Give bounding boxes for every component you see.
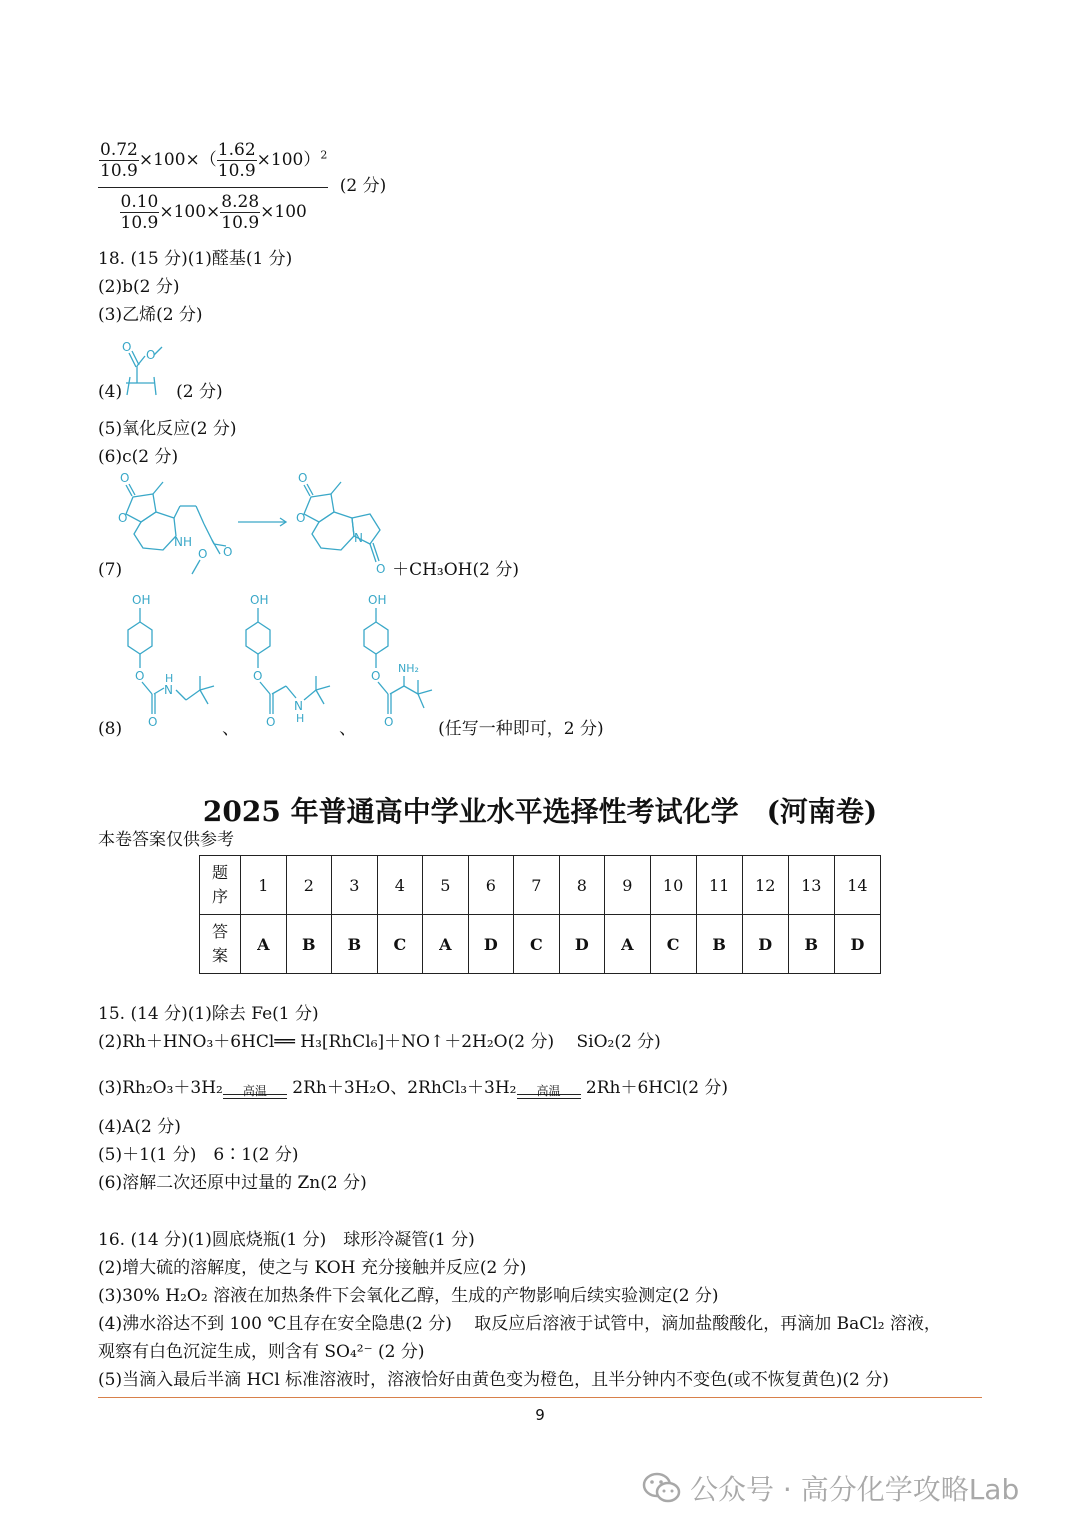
number-cell: 14 xyxy=(834,856,880,915)
header-cell: 答 案 xyxy=(200,915,241,974)
high-temp-condition: 高温 xyxy=(517,1096,581,1099)
high-temp-condition: 高温 xyxy=(223,1096,287,1099)
number-cell: 9 xyxy=(605,856,650,915)
number-cell: 3 xyxy=(332,856,378,915)
answer-cell: D xyxy=(742,915,788,974)
q18-line7: (7) ＋CH₃OH(2 分) xyxy=(98,560,519,580)
answer-cell: D xyxy=(834,915,880,974)
q15-line3: (3)Rh₂O₃＋3H₂ 高温 2Rh＋3H₂O、2RhCl₃＋3H₂ 高温 2Rh＋6HCl(2 分) xyxy=(98,1078,729,1098)
svg-text:H: H xyxy=(165,672,174,685)
svg-text:N: N xyxy=(294,699,303,713)
svg-text:O: O xyxy=(118,511,128,525)
number-cell: 4 xyxy=(377,856,422,915)
number-cell: 12 xyxy=(742,856,788,915)
svg-text:O: O xyxy=(223,545,233,559)
q18-line3: (3)乙烯(2 分) xyxy=(98,305,203,325)
svg-text:O: O xyxy=(384,715,394,729)
q16-line4: (4)沸水浴达不到 100 ℃且存在安全隐患(2 分) 取反应后溶液于试管中，滴加盐酸酸化，再滴加 BaCl₂ 溶液， xyxy=(98,1314,941,1334)
answer-cell: C xyxy=(514,915,559,974)
q15-line4: (4)A(2 分) xyxy=(98,1117,181,1137)
number-cell: 1 xyxy=(241,856,286,915)
table-row-numbers xyxy=(200,856,881,915)
table-row-answers xyxy=(200,915,881,974)
svg-text:NH: NH xyxy=(174,535,192,549)
isomer-3 xyxy=(364,593,432,729)
wechat-icon xyxy=(642,1472,682,1511)
q18-line8: (8) 、 、 (任写一种即可，2 分) xyxy=(98,719,604,739)
answer-cell: B xyxy=(696,915,742,974)
answer-cell: D xyxy=(559,915,605,974)
svg-text:O: O xyxy=(371,669,381,683)
isomer-2 xyxy=(246,593,330,729)
page-number: 9 xyxy=(535,1406,545,1424)
svg-text:O: O xyxy=(122,340,132,354)
q18-line4: (4) (2 分) xyxy=(98,382,223,402)
number-cell: 2 xyxy=(286,856,332,915)
q16-line2: (2)增大硫的溶解度，使之与 KOH 充分接触并反应(2 分) xyxy=(98,1258,527,1278)
footer-rule xyxy=(98,1397,982,1398)
reference-note: 本卷答案仅供参考 xyxy=(98,830,234,850)
isomer-1 xyxy=(128,593,214,729)
number-cell: 11 xyxy=(696,856,742,915)
q16-line5: (5)当滴入最后半滴 HCl 标准溶液时，溶液恰好由黄色变为橙色，且半分钟内不变色(或不恢复黄色)(2 分) xyxy=(98,1370,889,1390)
svg-text:O: O xyxy=(146,348,156,362)
q15-line2: (2)Rh＋HNO₃＋6HCl══ H₃[RhCl₆]＋NO↑＋2H₂O(2 分) SiO₂(2 分) xyxy=(98,1032,661,1052)
svg-text:O: O xyxy=(148,715,158,729)
number-cell: 10 xyxy=(650,856,696,915)
svg-text:O: O xyxy=(376,562,386,576)
q16-line3: (3)30% H₂O₂ 溶液在加热条件下会氧化乙醇，生成的产物影响后续实验测定(2 分) xyxy=(98,1286,719,1306)
answer-cell: C xyxy=(377,915,422,974)
exam-title: 2025 年普通高中学业水平选择性考试化学 (河南卷) xyxy=(202,795,878,828)
answer-cell: B xyxy=(332,915,378,974)
kp-score: (2 分) xyxy=(339,176,387,196)
svg-text:O: O xyxy=(298,471,308,485)
svg-text:H: H xyxy=(296,712,305,725)
kp-expression xyxy=(98,140,386,233)
number-cell: 7 xyxy=(514,856,559,915)
svg-text:O: O xyxy=(135,669,145,683)
header-cell: 题 序 xyxy=(200,856,241,915)
kp-big-fraction: $\frac{0.72}{10.9}$ ×100×（ $\frac{1.62}{10.9}$ ×100）$^2$ $\frac{0.10}{10.9}$ ×100× $\frac{8.28}{10.9}$ ×100 xyxy=(100,140,328,233)
number-cell: 5 xyxy=(423,856,468,915)
q18-line2: (2)b(2 分) xyxy=(98,277,180,297)
q18-line1: 18. (15 分)(1)醛基(1 分) xyxy=(98,249,293,269)
svg-text:NH₂: NH₂ xyxy=(398,662,419,675)
q16-line1: 16. (14 分)(1)圆底烧瓶(1 分) 球形冷凝管(1 分) xyxy=(98,1230,475,1250)
answer-table xyxy=(199,855,881,974)
svg-text:O: O xyxy=(253,669,263,683)
watermark: 公众号 · 高分化学攻略Lab xyxy=(642,1468,1019,1511)
answer-cell: B xyxy=(286,915,332,974)
svg-text:O: O xyxy=(296,511,306,525)
q18-line5: (5)氧化反应(2 分) xyxy=(98,419,237,439)
q16-line4-cont: 观察有白色沉淀生成，则含有 SO₄²⁻ (2 分) xyxy=(98,1342,425,1362)
answer-cell: A xyxy=(605,915,650,974)
svg-text:N: N xyxy=(164,683,173,697)
q15-line1: 15. (14 分)(1)除去 Fe(1 分) xyxy=(98,1004,319,1024)
answer-cell: C xyxy=(650,915,696,974)
svg-text:O: O xyxy=(266,715,276,729)
svg-text:OH: OH xyxy=(250,593,269,607)
answer-cell: B xyxy=(788,915,834,974)
number-cell: 8 xyxy=(559,856,605,915)
svg-text:N: N xyxy=(354,531,363,545)
number-cell: 13 xyxy=(788,856,834,915)
q15-line6: (6)溶解二次还原中过量的 Zn(2 分) xyxy=(98,1173,367,1193)
svg-text:OH: OH xyxy=(132,593,151,607)
svg-text:OH: OH xyxy=(368,593,387,607)
answer-cell: A xyxy=(241,915,286,974)
q18-line6: (6)c(2 分) xyxy=(98,447,179,467)
svg-text:O: O xyxy=(198,547,208,561)
svg-text:O: O xyxy=(120,471,130,485)
number-cell: 6 xyxy=(468,856,514,915)
q15-line5: (5)＋1(1 分) 6∶1(2 分) xyxy=(98,1145,299,1165)
answer-cell: D xyxy=(468,915,514,974)
answer-cell: A xyxy=(423,915,468,974)
